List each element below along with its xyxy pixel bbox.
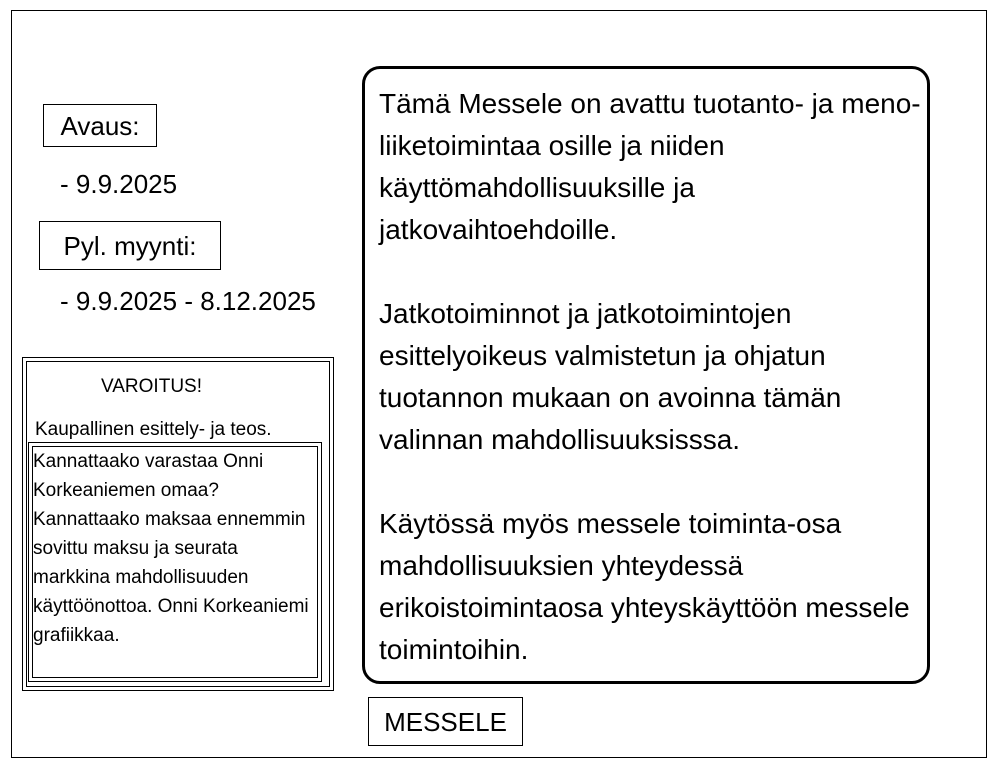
main-paragraph-1: Tämä Messele on avattu tuotanto- ja meno- liiketoimintaa osille ja niiden käyttömahdollisuuksille ja jatkovaihtoehdoille. [379,88,921,245]
opening-date: - 9.9.2025 [60,169,178,199]
messele-label-box [368,697,523,746]
warning-box [22,357,334,691]
main-paragraph-2: Jatkotoiminnot ja jatkotoimintojen esittelyoikeus valmistetun ja ohjatun tuotannon mukaan on avoinna tämän valinnan mahdollisuuksisssa. [379,298,842,455]
warning-subtitle: Kaupallinen esittely- ja teos. [35,419,272,440]
warning-message-box [28,442,322,682]
main-info-panel [362,66,930,684]
sale-dates: - 9.9.2025 - 8.12.2025 [60,286,316,316]
warning-title: VAROITUS! [101,376,202,397]
messele-label: MESSELE [384,706,507,737]
warning-message: Kannattaako varastaa Onni Korkeaniemen omaa? Kannattaako maksaa ennemmin sovittu maksu ja seurata markkina mahdollisuuden käyttöönottoa. Onni Korkeaniemi grafiikkaa. [33,451,309,646]
sale-label-box [39,221,221,270]
opening-label-box [43,104,157,147]
sale-label: Pyl. myynti: [63,230,197,261]
main-paragraph-3: Käytössä myös messele toiminta-osa mahdollisuuksien yhteydessä erikoistoimintaosa yhteyskäyttöön messele toimintoihin. [379,508,910,665]
opening-label: Avaus: [60,110,140,141]
